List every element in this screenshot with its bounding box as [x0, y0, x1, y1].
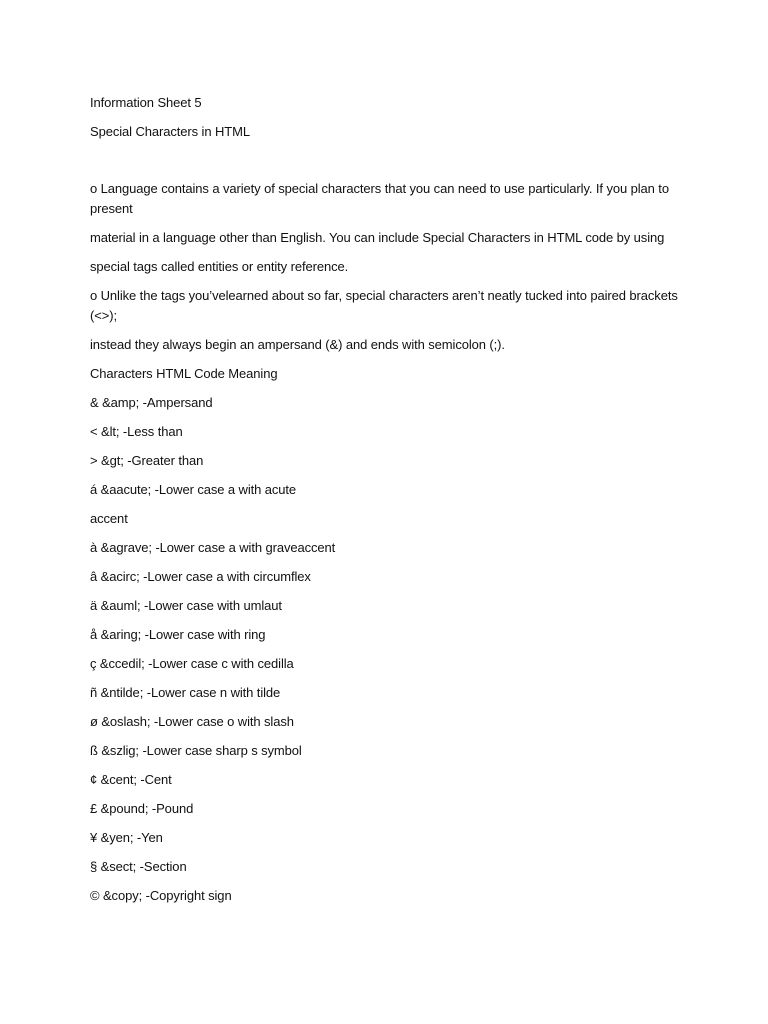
entity-row: & &amp; -Ampersand [90, 395, 213, 410]
entity-row: ø &oslash; -Lower case o with slash [90, 714, 294, 729]
entity-row: accent [90, 511, 128, 526]
paragraph-line: instead they always begin an ampersand (&) and ends with semicolon (;). [90, 337, 505, 352]
entity-row: ñ &ntilde; -Lower case n with tilde [90, 685, 281, 700]
entity-row: á &aacute; -Lower case a with acute [90, 482, 297, 497]
entity-row: > &gt; -Greater than [90, 453, 204, 468]
document-page [90, 93, 690, 915]
paragraph-line: o Language contains a variety of special characters that you can need to use particularly. If you plan to present [90, 181, 669, 216]
entity-row: à &agrave; -Lower case a with graveaccent [90, 540, 336, 555]
table-header: Characters HTML Code Meaning [90, 366, 278, 381]
document-heading: Information Sheet 5 [90, 95, 202, 110]
entity-row: ¥ &yen; -Yen [90, 830, 163, 845]
paragraph-line: o Unlike the tags you’velearned about so far, special characters aren’t neatly tucked into paired brackets (<>); [90, 288, 678, 323]
entity-row: ä &auml; -Lower case with umlaut [90, 598, 282, 613]
entity-row: § &sect; -Section [90, 859, 187, 874]
paragraph-line: material in a language other than English. You can include Special Characters in HTML code by using [90, 230, 665, 245]
document-subheading: Special Characters in HTML [90, 124, 250, 139]
entity-row: ß &szlig; -Lower case sharp s symbol [90, 743, 302, 758]
entity-row: £ &pound; -Pound [90, 801, 194, 816]
entity-row: â &acirc; -Lower case a with circumflex [90, 569, 311, 584]
entity-row: ç &ccedil; -Lower case c with cedilla [90, 656, 294, 671]
entity-row: ¢ &cent; -Cent [90, 772, 172, 787]
paragraph-line: special tags called entities or entity reference. [90, 259, 349, 274]
entity-row: © &copy; -Copyright sign [90, 888, 232, 903]
entity-row: < &lt; -Less than [90, 424, 183, 439]
entity-row: å &aring; -Lower case with ring [90, 627, 266, 642]
